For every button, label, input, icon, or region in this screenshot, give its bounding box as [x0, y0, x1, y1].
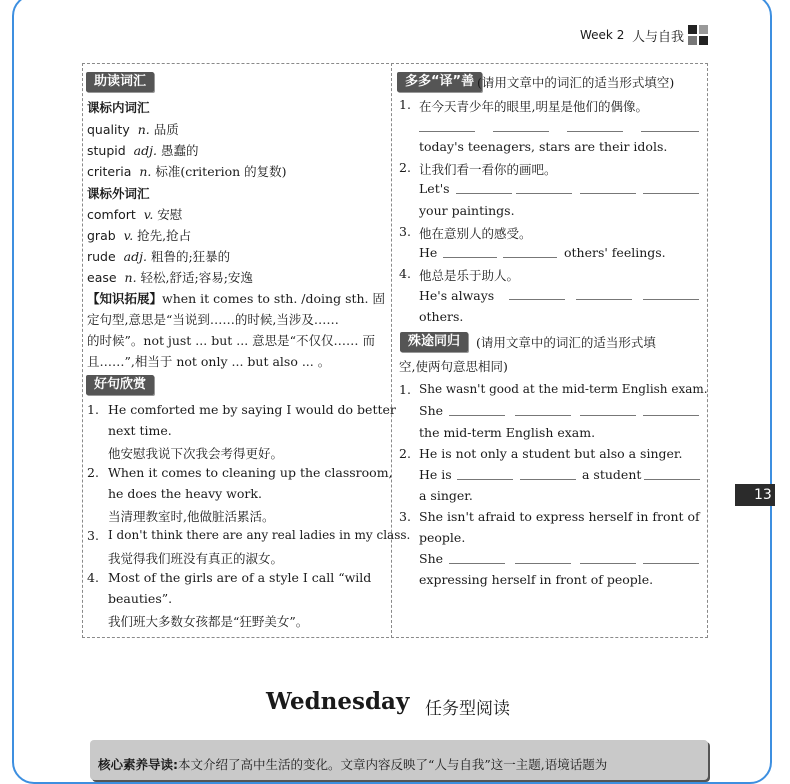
item-tail: a singer.: [419, 488, 473, 503]
out-syllabus-heading: 课标外词汇: [87, 186, 150, 201]
item-tail: others.: [419, 309, 464, 324]
sentence-num: 1.: [87, 402, 99, 417]
item-zh: 在今天青少年的眼里,明星是他们的偶像。: [419, 99, 648, 114]
knowledge-line: 定句型,意思是“当说到……的时候,当涉及……: [87, 312, 339, 327]
in-syllabus-heading: 课标内词汇: [87, 100, 150, 115]
page-number-tab: 13: [735, 484, 775, 506]
answer-blank[interactable]: [419, 131, 475, 132]
sentence-en: Most of the girls are of a style I call “wild: [108, 570, 372, 585]
vocab-item: ease n. 轻松,舒适;容易;安逸: [87, 270, 253, 285]
knowledge-line: 的时候”。not just ... but ... 意思是“不仅仅…… 而: [87, 333, 376, 348]
column-divider: [391, 63, 392, 638]
sentence-en: I don't think there are any real ladies in my class.: [108, 528, 411, 542]
item-num: 2.: [399, 160, 411, 175]
item-en: He is not only a student but also a singer.: [419, 446, 683, 461]
answer-blank[interactable]: [509, 299, 565, 300]
sentence-en: beauties”.: [108, 591, 173, 606]
item-zh: 他在意别人的感受。: [419, 226, 532, 241]
answer-blank[interactable]: [644, 479, 700, 480]
translate-instruction: (请用文章中的词汇的适当形式填空): [477, 75, 675, 90]
item-num: 1.: [399, 97, 411, 112]
item-tail: expressing herself in front of people.: [419, 572, 654, 587]
item-en: She isn't afraid to express herself in front of: [419, 509, 700, 524]
vocab-item: grab v. 抢先,抢占: [87, 228, 192, 243]
task-title: 任务型阅读: [425, 699, 510, 719]
answer-blank[interactable]: [515, 563, 571, 564]
answer-blank[interactable]: [576, 299, 632, 300]
vocab-item: quality n. 品质: [87, 122, 179, 137]
item-tail: your paintings.: [419, 203, 515, 218]
item-num: 2.: [399, 446, 411, 461]
answer-blank[interactable]: [643, 563, 699, 564]
sentence-en: next time.: [108, 423, 172, 438]
sentence-en: When it comes to cleaning up the classroom,: [108, 465, 393, 480]
item-lead: She: [419, 551, 444, 566]
item-en: people.: [419, 530, 466, 545]
sentences-tag: 好句欣赏: [86, 375, 154, 395]
answer-blank[interactable]: [643, 299, 699, 300]
item-tail: today's teenagers, stars are their idols.: [419, 139, 668, 154]
answer-blank[interactable]: [520, 479, 576, 480]
item-tail: the mid-term English exam.: [419, 425, 596, 440]
item-zh: 他总是乐于助人。: [419, 268, 520, 283]
item-num: 4.: [399, 266, 411, 281]
answer-blank[interactable]: [493, 131, 549, 132]
item-en: She wasn't good at the mid-term English exam.: [419, 382, 708, 396]
item-num: 1.: [399, 382, 411, 397]
week-label: Week 2: [580, 28, 625, 42]
sentence-zh: 他安慰我说下次我会考得更好。: [108, 446, 284, 461]
item-lead: Let's: [419, 181, 450, 196]
answer-blank[interactable]: [503, 257, 557, 258]
sentence-num: 4.: [87, 570, 99, 585]
vocab-item: stupid adj. 愚蠢的: [87, 143, 199, 158]
answer-blank[interactable]: [449, 563, 505, 564]
sentence-num: 2.: [87, 465, 99, 480]
answer-blank[interactable]: [443, 257, 497, 258]
rewrite-tag: 殊途同归: [400, 332, 468, 352]
answer-blank[interactable]: [457, 479, 513, 480]
item-lead: He: [419, 245, 438, 260]
answer-blank[interactable]: [567, 131, 623, 132]
vocab-item: comfort v. 安慰: [87, 207, 183, 222]
item-zh: 让我们看一看你的画吧。: [419, 162, 557, 177]
answer-blank[interactable]: [456, 193, 512, 194]
item-lead: She: [419, 403, 444, 418]
item-mid: others' feelings.: [564, 245, 666, 260]
sentence-num: 3.: [87, 528, 99, 543]
answer-blank[interactable]: [580, 563, 636, 564]
answer-blank[interactable]: [449, 415, 505, 416]
translate-tag: 多多“译”善: [397, 72, 482, 92]
vocab-item: rude adj. 粗鲁的;狂暴的: [87, 249, 231, 264]
item-num: 3.: [399, 509, 411, 524]
sentence-zh: 当清理教室时,他做脏活累活。: [108, 509, 275, 524]
answer-blank[interactable]: [643, 415, 699, 416]
guide-banner-text: 核心素养导读:本文介绍了高中生活的变化。文章内容反映了“人与自我”这一主题,语境话题为: [98, 757, 608, 772]
answer-blank[interactable]: [580, 415, 636, 416]
answer-blank[interactable]: [580, 193, 636, 194]
grid-logo-icon: [688, 25, 708, 45]
answer-blank[interactable]: [515, 415, 571, 416]
sentence-en: he does the heavy work.: [108, 486, 262, 501]
answer-blank[interactable]: [516, 193, 572, 194]
rewrite-instruction: (请用文章中的词汇的适当形式填: [476, 335, 656, 350]
knowledge-line: 【知识拓展】when it comes to sth. /doing sth. 固: [87, 291, 386, 306]
day-title: Wednesday: [266, 688, 410, 715]
item-mid: a student: [582, 467, 642, 482]
vocab-item: criteria n. 标准(criterion 的复数): [87, 164, 287, 179]
item-num: 3.: [399, 224, 411, 239]
sentence-en: He comforted me by saying I would do better: [108, 402, 396, 417]
rewrite-instruction: 空,使两句意思相同): [399, 359, 508, 374]
vocab-tag: 助读词汇: [86, 72, 154, 92]
sentence-zh: 我们班大多数女孩都是“狂野美女”。: [108, 614, 309, 629]
topic-label: 人与自我: [632, 30, 685, 45]
answer-blank[interactable]: [643, 193, 699, 194]
knowledge-line: 且……”,相当于 not only ... but also ... 。: [87, 354, 331, 369]
item-lead: He is: [419, 467, 452, 482]
item-lead: He's always: [419, 288, 495, 303]
sentence-zh: 我觉得我们班没有真正的淑女。: [108, 551, 284, 566]
answer-blank[interactable]: [641, 131, 699, 132]
